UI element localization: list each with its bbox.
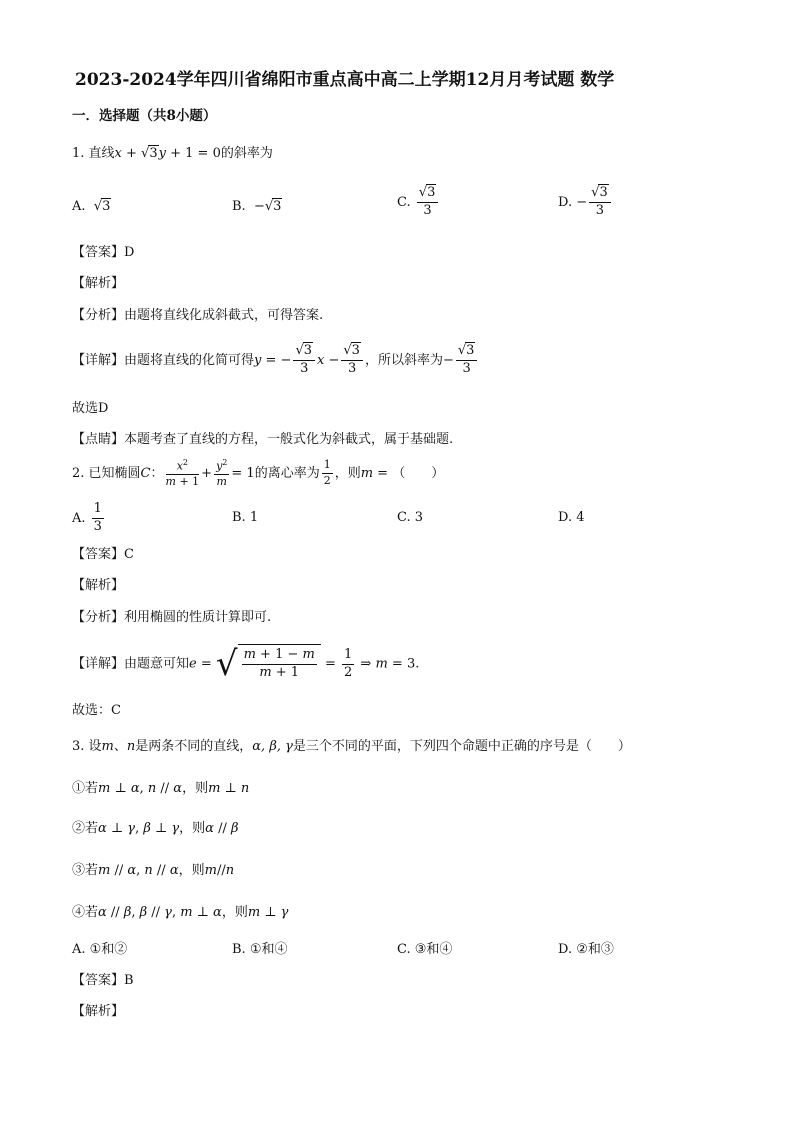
q3-proposition-1: ①若m ⊥ α, n // α，则m ⊥ n	[72, 781, 250, 796]
question-1-suffix: 的斜率为	[220, 146, 273, 161]
q1-option-d: D. − $\frac{√3}{3}$	[558, 186, 613, 219]
q3-proposition-4: ④若α // β, β // γ, m ⊥ α，则m ⊥ γ	[72, 905, 289, 920]
q3-analysis-tag: 【解析】	[72, 1004, 125, 1019]
fraction: $\frac{√3}{3}$	[341, 344, 363, 377]
q2-analysis-tag: 【解析】	[72, 578, 125, 593]
q3-option-d: D. ②和③	[558, 942, 614, 957]
q1-comment: 【点睛】本题考查了直线的方程，一般式化为斜截式，属于基础题.	[72, 432, 454, 447]
fraction: $\frac{x^2}{m + 1}$	[165, 458, 200, 489]
q2-detail: 【详解】由题意可知e = √ $\frac{m + 1 - m}{m + 1}$ = $\frac{1}{2}$ ⇒ m = 3.	[72, 644, 420, 684]
q1-fenxi: 【分析】由题将直线化成斜截式，可得答案.	[72, 308, 324, 323]
q3-option-c: C. ③和④	[397, 942, 453, 957]
fraction: $\frac{m + 1 - m}{m + 1}$	[243, 647, 315, 680]
q3-proposition-2: ②若α ⊥ γ, β ⊥ γ，则α // β	[72, 821, 239, 836]
q2-option-b: B. 1	[232, 510, 259, 525]
q3-option-b: B. ①和④	[232, 942, 288, 957]
q3-proposition-3: ③若m // α, n // α，则m//n	[72, 863, 235, 878]
q1-equation: x + √3y + 1 = 0	[114, 146, 221, 161]
q3-option-a: A. ①和②	[72, 942, 128, 957]
fraction: $\frac{y^2}{m}$	[216, 458, 228, 489]
q2-option-d: D. 4	[558, 510, 585, 525]
page-title: 2023-2024学年四川省绵阳市重点高中高二上学期12月月考试题 数学	[75, 70, 615, 90]
q1-option-c: C. $\frac{√3}{3}$	[397, 186, 440, 219]
square-root: √ $\frac{m + 1 - m}{m + 1}$	[216, 644, 321, 684]
fraction: $\frac{1}{3}$	[93, 501, 102, 534]
fraction: $\frac{√3}{3}$	[589, 186, 611, 219]
q1-conclusion: 故选D	[72, 401, 109, 416]
question-1	[72, 147, 273, 160]
question-3: 3. 设m、n是两条不同的直线，α, β, γ是三个不同的平面，下列四个命题中正确的序号是（ ）	[72, 739, 631, 754]
q2-option-a: A. $\frac{1}{3}$	[72, 501, 102, 534]
fraction: $\frac{√3}{3}$	[293, 344, 315, 377]
fraction: $\frac{√3}{3}$	[417, 186, 439, 219]
section-heading: 一．选择题（共8小题）	[72, 108, 217, 124]
q1-option-a: A. √3	[72, 199, 111, 214]
fraction: $\frac{√3}{3}$	[456, 344, 478, 377]
q1-detail: 【详解】由题将直线的化简可得y = − $\frac{√3}{3}$ x − $\frac{√3}{3}$ ，所以斜率为− $\frac{√3}{3}$	[72, 344, 479, 377]
q2-option-c: C. 3	[397, 510, 424, 525]
fraction: $\frac{1}{2}$	[344, 646, 353, 680]
q1-option-b: B. −√3	[232, 199, 282, 214]
q2-conclusion: 故选：C	[72, 703, 121, 718]
q3-answer: 【答案】B	[72, 973, 134, 988]
q2-answer: 【答案】C	[72, 547, 134, 562]
question-1-number: 1. 直线	[72, 146, 115, 161]
question-2: 2. 已知椭圆C： $\frac{x^2}{m + 1}$ + $\frac{y^2}{m}$ = 1的离心率为 $\frac{1}{2}$ ，则m = （ ）	[72, 458, 445, 489]
q2-fenxi: 【分析】利用椭圆的性质计算即可.	[72, 610, 272, 625]
q1-answer: 【答案】D	[72, 245, 135, 260]
q1-analysis-tag: 【解析】	[72, 276, 125, 291]
fraction: $\frac{1}{2}$	[323, 458, 331, 487]
